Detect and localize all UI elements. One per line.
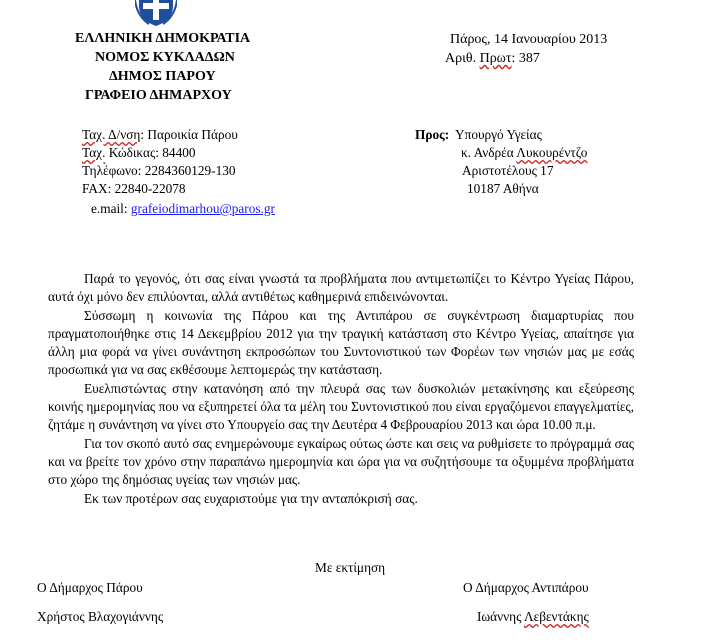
left-signatory-name: Χρήστος Βλαχογιάννης: [37, 609, 164, 624]
protocol-number: [445, 51, 540, 67]
left-signatory-title: Ο Δήμαρχος Πάρου: [37, 580, 143, 595]
right-signatory-title: Ο Δήμαρχος Αντιπάρου: [463, 580, 589, 595]
letter-body: [48, 270, 634, 508]
country-heading: ΕΛΛΗΝΙΚΗ ΔΗΜΟΚΡΑΤΙΑ: [75, 31, 251, 46]
body-paragraph: Για τον σκοπό αυτό σας ενημερώνουμε εγκαίρως ούτως ώστε και σεις να ρυθμίσετε το πρόγραμμά σας και να βρείτε τον χρόνο στην παραπάνω ημερομηνία και ώρα για να συζητήσουμε τα οξυμμένα προβλήματα στο χώρο της δημόσιας υγείας των νησιών μας.: [48, 435, 634, 488]
municipality-heading: ΔΗΜΟΣ ΠΑΡΟΥ: [109, 69, 216, 84]
postcode-value: Κώδικας: 84400: [105, 145, 196, 160]
place-date: Πάρος, 14 Ιανουαρίου 2013: [450, 32, 608, 47]
right-signatory-name: [477, 609, 589, 625]
sender-phone: Τηλέφωνο: 2284360129-130: [82, 163, 236, 178]
protocol-suffix: : 387: [511, 51, 540, 66]
body-paragraph: Ευελπιστώντας στην κατανόηση από την πλευρά σας των δυσκολιών μετακίνησης και εξεύρεσης κοινής ημερομηνίας που να εξυπηρετεί όλα τα μέλη του Συντονιστικού που είναι εργαζόμενοι επαγγελματίες, ζητάμε η συνάντηση να γίνει στο Υπουργείο σας την Δευτέρα 4 Φεβρουαρίου 2013 και ώρα 10.00 π.μ.: [48, 380, 634, 433]
sender-fax: FAX: 22840-22078: [82, 181, 186, 196]
recipient-street: Αριστοτέλους 17: [462, 163, 554, 178]
email-link[interactable]: grafeiodimarhou@paros.gr: [130, 201, 275, 216]
email-label: e.mail:: [91, 201, 131, 216]
prefecture-heading: ΝΟΜΟΣ ΚΥΚΛΑΔΩΝ: [95, 50, 235, 65]
right-name-last: Λεβεντάκης: [523, 609, 589, 624]
postcode-label: Ταχ.: [82, 145, 106, 160]
sender-address: [82, 127, 238, 143]
greek-emblem-icon: [135, 0, 177, 26]
recipient-city: 10187 Αθήνα: [467, 181, 539, 196]
body-paragraph: Παρά το γεγονός, ότι σας είναι γνωστά τα προβλήματα που αντιμετωπίζει το Κέντρο Υγείας Πάρου, αυτά όχι μόνο δεν επιλύονται, αλλά αντιθέτως καθημερινά επιδεινώνονται.: [48, 271, 634, 305]
sender-postcode: [82, 145, 196, 161]
right-name-first: Ιωάννης: [477, 609, 524, 624]
recipient-name: [461, 145, 587, 161]
recipient-label: Προς:: [415, 127, 450, 142]
recipient-title: Υπουργό Υγείας: [455, 127, 542, 142]
office-heading: ΓΡΑΦΕΙΟ ΔΗΜΑΡΧΟΥ: [85, 88, 232, 103]
recipient-name-prefix: κ. Ανδρέα: [461, 145, 517, 160]
recipient-surname: Λυκουρέντζο: [516, 145, 588, 160]
sender-email-line: [91, 201, 275, 217]
closing-greeting: Με εκτίμηση: [315, 560, 386, 575]
protocol-prefix: Αριθ.: [445, 51, 480, 66]
body-paragraph: Σύσσωμη η κοινωνία της Πάρου και της Αντιπάρου σε συγκέντρωση διαμαρτυρίας που πραγματοποιήθηκε στις 14 Δεκεμβρίου 2012 για την τραγική κατάσταση στο Κέντρο Υγείας, απαίτησε για άλλη μια φορά να γίνει συνάντηση εκπροσώπων του Συντονιστικού των Φορέων των νησιών μας με εσάς προσωπικά για να σας εκθέσουμε λεπτομερώς την κατάσταση.: [48, 307, 634, 378]
protocol-word: Πρωτ: [479, 51, 512, 66]
address-value: : Παροικία Πάρου: [140, 127, 238, 142]
body-paragraph: Εκ των προτέρων σας ευχαριστούμε για την ανταπόκρισή σας.: [84, 490, 418, 506]
address-label: Ταχ. Δ/νση: [82, 127, 141, 142]
